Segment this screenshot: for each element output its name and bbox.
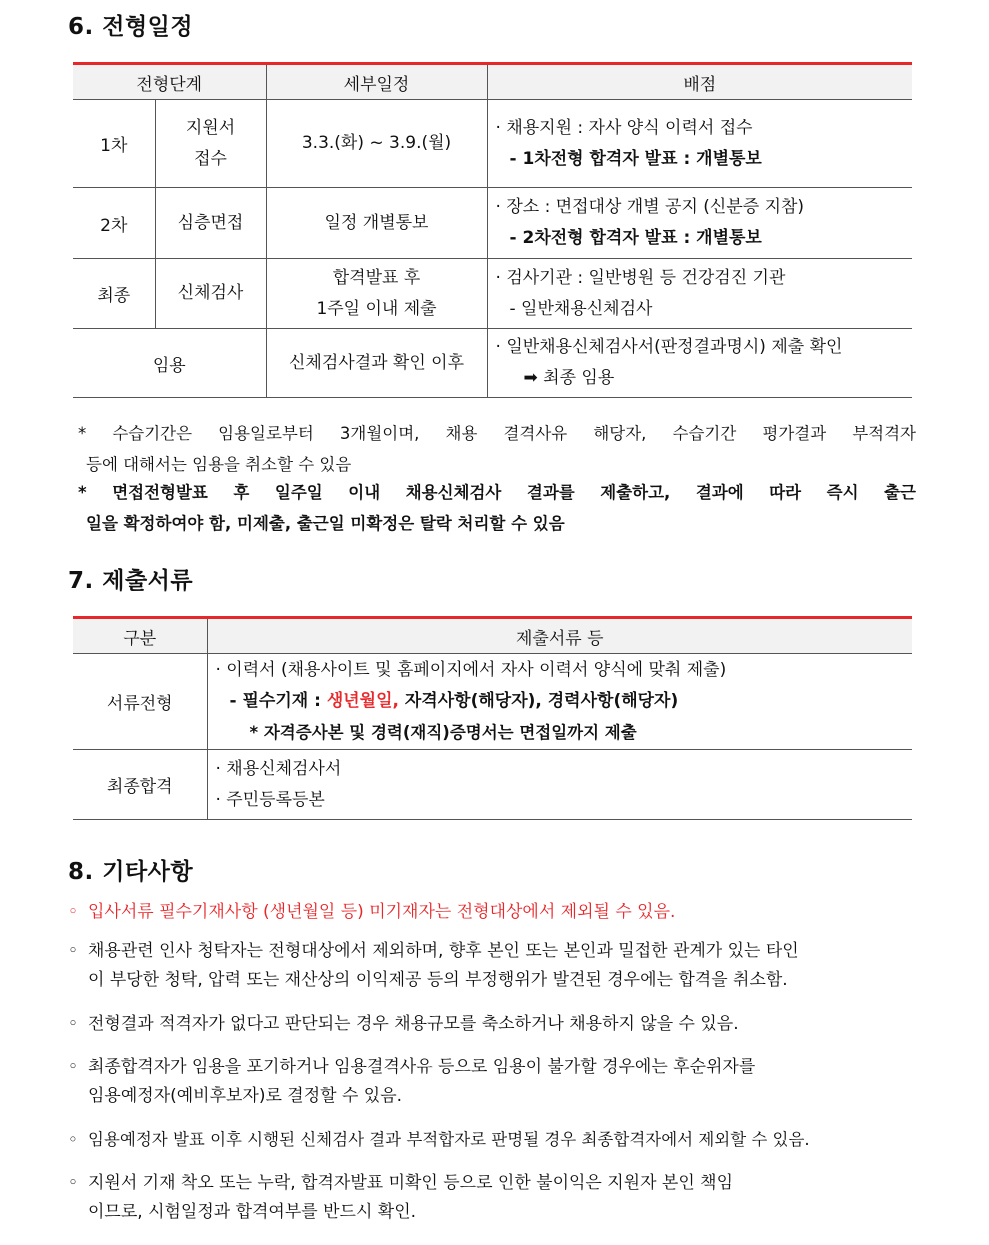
detail-cell [487, 329, 912, 398]
required-birthdate: 생년월일, [326, 691, 399, 711]
schedule-line: 3.3.(화) ~ 3.9.(월) [301, 133, 452, 153]
documents-line [216, 686, 913, 717]
step-line: 접수 [194, 148, 227, 169]
note-line: 등에 대해서는 임용을 취소할 수 있음 [86, 455, 352, 474]
list-item [68, 937, 916, 994]
stage-cell: 2차 [73, 188, 155, 259]
documents-cell [207, 654, 912, 750]
note-line: 일을 확정하여야 함, 미제출, 출근일 미확정은 탈락 처리할 수 있음 [86, 514, 565, 533]
stage-cell: 최종 [73, 259, 155, 329]
item-text: 임용예정자(예비후보자)로 결정할 수 있음. [88, 1085, 403, 1106]
detail-line: ➡ 최종 임용 [523, 368, 615, 388]
section-7-title: 7. 제출서류 [68, 568, 194, 594]
bullet-icon: ◦ [68, 1130, 78, 1149]
list-item [68, 1010, 916, 1039]
documents-cell [207, 750, 912, 820]
section-8-title: 8. 기타사항 [68, 859, 194, 885]
table-row [73, 750, 912, 820]
step-line: 신체검사 [177, 283, 244, 303]
documents-line: * 자격증사본 및 경력(재직)증명서는 면접일까지 제출 [249, 723, 637, 742]
stage-cell: 임용 [73, 329, 266, 398]
item-text: 입사서류 필수기재사항 (생년월일 등) 미기재자는 전형대상에서 제외될 수 있음. [88, 902, 676, 922]
item-text: 임용예정자 발표 이후 시행된 신체검사 결과 부적합자로 판명될 경우 최종합격자에서 제외할 수 있음. [88, 1130, 810, 1149]
detail-cell [487, 259, 912, 329]
list-item [68, 1169, 916, 1226]
bullet-icon: ◦ [68, 1173, 79, 1193]
detail-line: · 일반채용신체검사서(판정결과명시) 제출 확인 [495, 337, 843, 357]
list-item [68, 898, 916, 927]
documents-table [73, 616, 912, 820]
detail-cell [487, 188, 912, 259]
header-documents: 제출서류 등 [207, 618, 912, 654]
note-health-check [78, 477, 916, 539]
schedule-line: 합격발표 후 [332, 267, 421, 288]
detail-line: - 1차전형 합격자 발표 : 개별통보 [509, 148, 762, 169]
note-line: * 수습기간은 임용일로부터 3개월이며, 채용 결격사유 해당자, 수습기간 평가결과 부적격자 [78, 424, 916, 443]
list-item [68, 1053, 916, 1110]
documents-line: · 채용신체검사서 [215, 758, 342, 779]
schedule-line: 일정 개별통보 [324, 212, 429, 233]
detail-line: · 채용지원 : 자사 양식 이력서 접수 [495, 117, 753, 138]
header-stage: 전형단계 [73, 64, 266, 100]
item-text: 전형결과 적격자가 없다고 판단되는 경우 채용규모를 축소하거나 채용하지 않을 수 있음. [88, 1014, 739, 1034]
schedule-line: 1주일 이내 제출 [316, 298, 437, 319]
list-item [68, 1126, 916, 1155]
stage-cell: 1차 [73, 100, 155, 188]
documents-line: · 주민등록등본 [215, 789, 325, 810]
schedule-cell [266, 188, 487, 259]
detail-cell [487, 100, 912, 188]
header-schedule: 세부일정 [266, 64, 487, 100]
bullet-icon: ◦ [68, 1057, 79, 1077]
category-cell: 서류전형 [73, 654, 207, 750]
bullet-icon: ◦ [68, 902, 79, 922]
required-prefix: - 필수기재 : [229, 691, 327, 711]
detail-line: · 장소 : 면접대상 개별 공지 (신분증 지참) [495, 197, 805, 217]
step-line: 심층면접 [177, 212, 244, 233]
schedule-cell [266, 100, 487, 188]
step-cell [155, 259, 266, 329]
detail-line: - 일반채용신체검사 [509, 298, 653, 319]
table-row [73, 188, 912, 259]
documents-line: · 이력서 (채용사이트 및 홈페이지에서 자사 이력서 양식에 맞춰 제출) [215, 660, 727, 680]
schedule-line: 신체검사결과 확인 이후 [289, 352, 465, 373]
schedule-cell [266, 259, 487, 329]
bullet-icon: ◦ [68, 941, 79, 961]
item-text: 최종합격자가 임용을 포기하거나 임용결격사유 등으로 임용이 불가할 경우에는 후순위자를 [88, 1057, 756, 1077]
section-6-title: 6. 전형일정 [68, 14, 194, 40]
note-line: * 면접전형발표 후 일주일 이내 채용신체검사 결과를 제출하고, 결과에 따라 즉시 출근 [78, 483, 916, 502]
schedule-table [73, 62, 912, 398]
table-row [73, 329, 912, 398]
required-rest: 자격사항(해당자), 경력사항(해당자) [398, 691, 679, 711]
table-row [73, 100, 912, 188]
item-text: 채용관련 인사 청탁자는 전형대상에서 제외하며, 향후 본인 또는 본인과 밀접한 관계가 있는 타인 [88, 941, 799, 961]
bullet-icon: ◦ [68, 1014, 79, 1034]
detail-line: - 2차전형 합격자 발표 : 개별통보 [509, 228, 762, 248]
category-cell: 최종합격 [73, 750, 207, 820]
item-text: 이 부당한 청탁, 압력 또는 재산상의 이익제공 등의 부정행위가 발견된 경우에는 합격을 취소함. [88, 969, 788, 990]
item-text: 이므로, 시험일정과 합격여부를 반드시 확인. [88, 1201, 417, 1222]
schedule-header-row [73, 64, 912, 100]
step-line: 지원서 [185, 117, 236, 138]
header-category: 구분 [73, 618, 207, 654]
item-text: 지원서 기재 착오 또는 누락, 합격자발표 미확인 등으로 인한 불이익은 지원자 본인 책임 [88, 1173, 734, 1193]
schedule-cell [266, 329, 487, 398]
table-row [73, 654, 912, 750]
documents-header-row [73, 618, 912, 654]
step-cell [155, 100, 266, 188]
table-row [73, 259, 912, 329]
step-cell [155, 188, 266, 259]
header-score: 배점 [487, 64, 912, 100]
note-probation [78, 418, 916, 480]
detail-line: · 검사기관 : 일반병원 등 건강검진 기관 [495, 267, 786, 288]
